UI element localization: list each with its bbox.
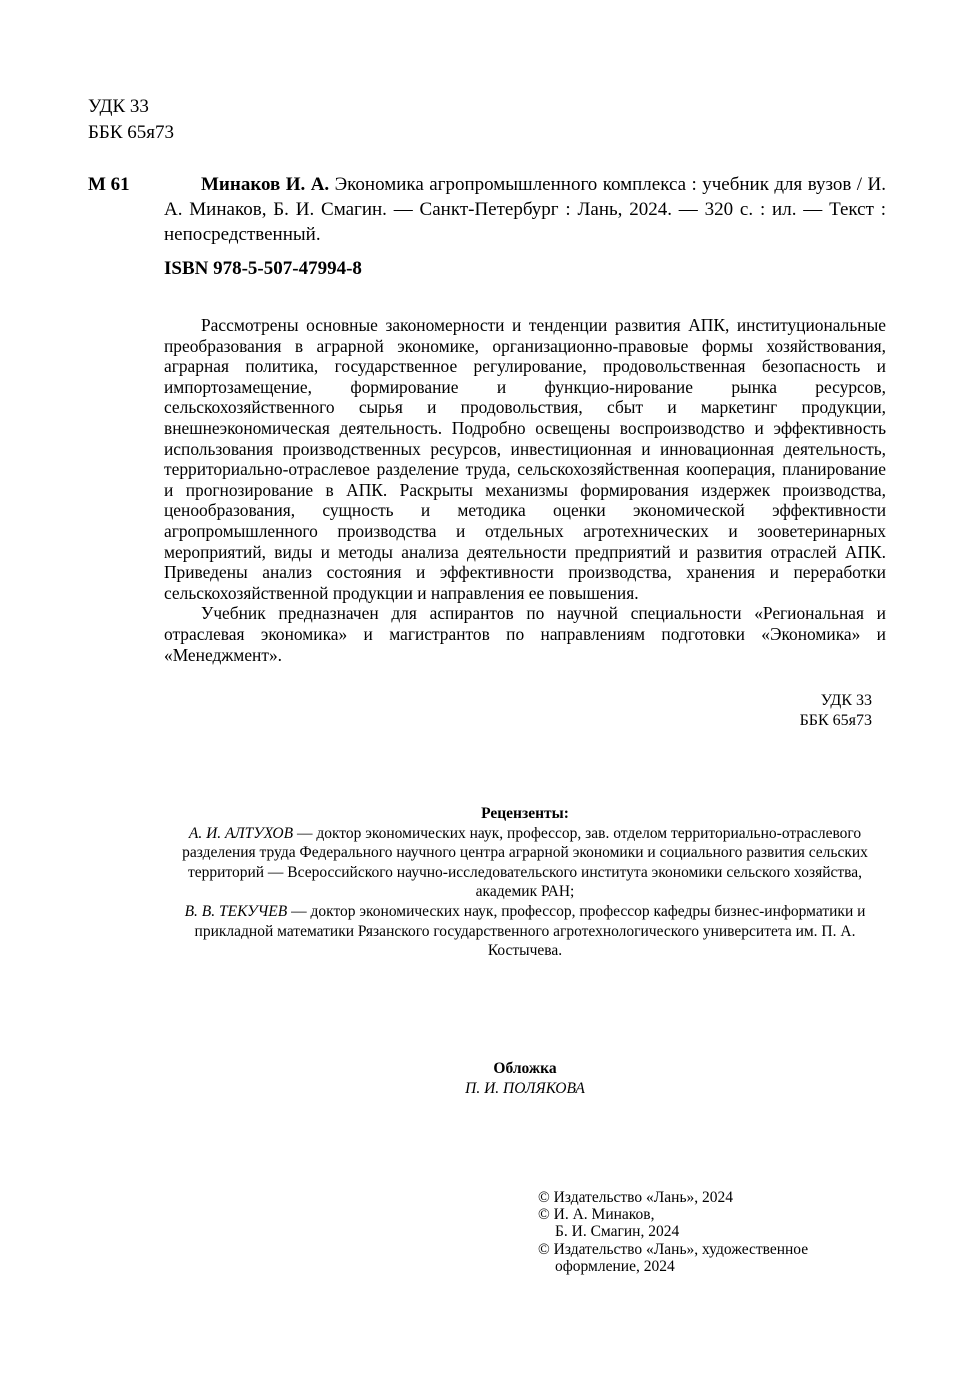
copyright-line: © Издательство «Лань», 2024 <box>538 1189 734 1206</box>
cover-heading: Обложка <box>493 1060 557 1077</box>
reviewer-description: — доктор экономических наук, профессор, зав. отделом территориально-отраслевого разделения труда Федерального научного центра аграрной экономики и социального развития сельских территорий — Всероссийского научно-исследовательского института экономики сельского хозяйства, академик РАН; <box>182 824 868 901</box>
author-sign: М 61 <box>88 174 130 195</box>
bbk-code: ББК 65я73 <box>799 712 872 729</box>
annotation-paragraph: Учебник предназначен для аспирантов по научной специальности «Региональная и отраслевая экономика» и магистрантов по направлениям подготовки «Экономика» и «Менеджмент». <box>164 603 886 665</box>
reviewers-block <box>160 804 890 961</box>
reviewer-entry <box>160 824 890 902</box>
classification-block-right <box>800 691 872 731</box>
copyright-line: оформление, 2024 <box>555 1257 675 1275</box>
bbk-code: ББК 65я73 <box>88 122 174 143</box>
author-name: Минаков И. А. <box>201 174 330 195</box>
udk-code: УДК 33 <box>88 96 149 117</box>
bibliographic-description: Экономика агропромышленного комплекса : учебник для вузов / И. А. Минаков, Б. И. Смагин. — Санкт-Петербург : Лань, 2024. — 320 с. : ил. — Текст : непосредственный. <box>164 174 886 245</box>
copyright-line: Б. И. Смагин, 2024 <box>555 1223 680 1241</box>
bibliographic-record <box>164 172 886 247</box>
reviewers-heading: Рецензенты: <box>481 805 569 822</box>
cover-credit <box>160 1059 890 1098</box>
copyright-line: © Издательство «Лань», художественное <box>538 1240 809 1258</box>
udk-code: УДК 33 <box>820 692 872 709</box>
isbn: ISBN 978-5-507-47994-8 <box>164 258 362 279</box>
classification-block <box>88 94 174 146</box>
copyright-line: © И. А. Минаков, <box>538 1206 655 1224</box>
reviewer-description: — доктор экономических наук, профессор, профессор кафедры бизнес-информатики и прикладной математики Рязанского государственного агротехнологического университета им. П. А. Костычева. <box>194 902 866 960</box>
annotation <box>164 315 886 665</box>
copyright-block <box>538 1189 808 1275</box>
annotation-paragraph: Рассмотрены основные закономерности и тенденции развития АПК, институциональные преобразования в аграрной экономике, организационно-правовые формы хозяйствования, аграрная политика, государственное регулирование, продовольственная безопасность и импортозамещение, формирование и функцио-нирование рынка ресурсов, сельскохозяйственного сырья и продовольствия, сбыт и маркетинг продукции, внешнеэкономическая деятельность. Подробно освещены воспроизводство и эффективность использования производственных ресурсов, инвестиционная и инновационная деятельность, территориально-отраслевое разделение труда, сельскохозяйственная кооперация, планирование и прогнозирование в АПК. Раскрыты механизмы формирования издержек производства, ценообразования, сущность и методика оценки экономической эффективности агропромышленного производства и отдельных агротехнических и зооветеринарных мероприятий, виды и методы анализа деятельности предприятий и развития отраслей АПК. Приведены анализ состояния и эффективности производства, хранения и переработки сельскохозяйственной продукции и направления ее повышения. <box>164 315 886 603</box>
reviewer-name: А. И. АЛТУХОВ <box>188 824 294 842</box>
reviewer-name: В. В. ТЕКУЧЕВ <box>184 902 288 920</box>
cover-artist: П. И. ПОЛЯКОВА <box>465 1079 585 1097</box>
reviewer-entry <box>160 902 890 961</box>
